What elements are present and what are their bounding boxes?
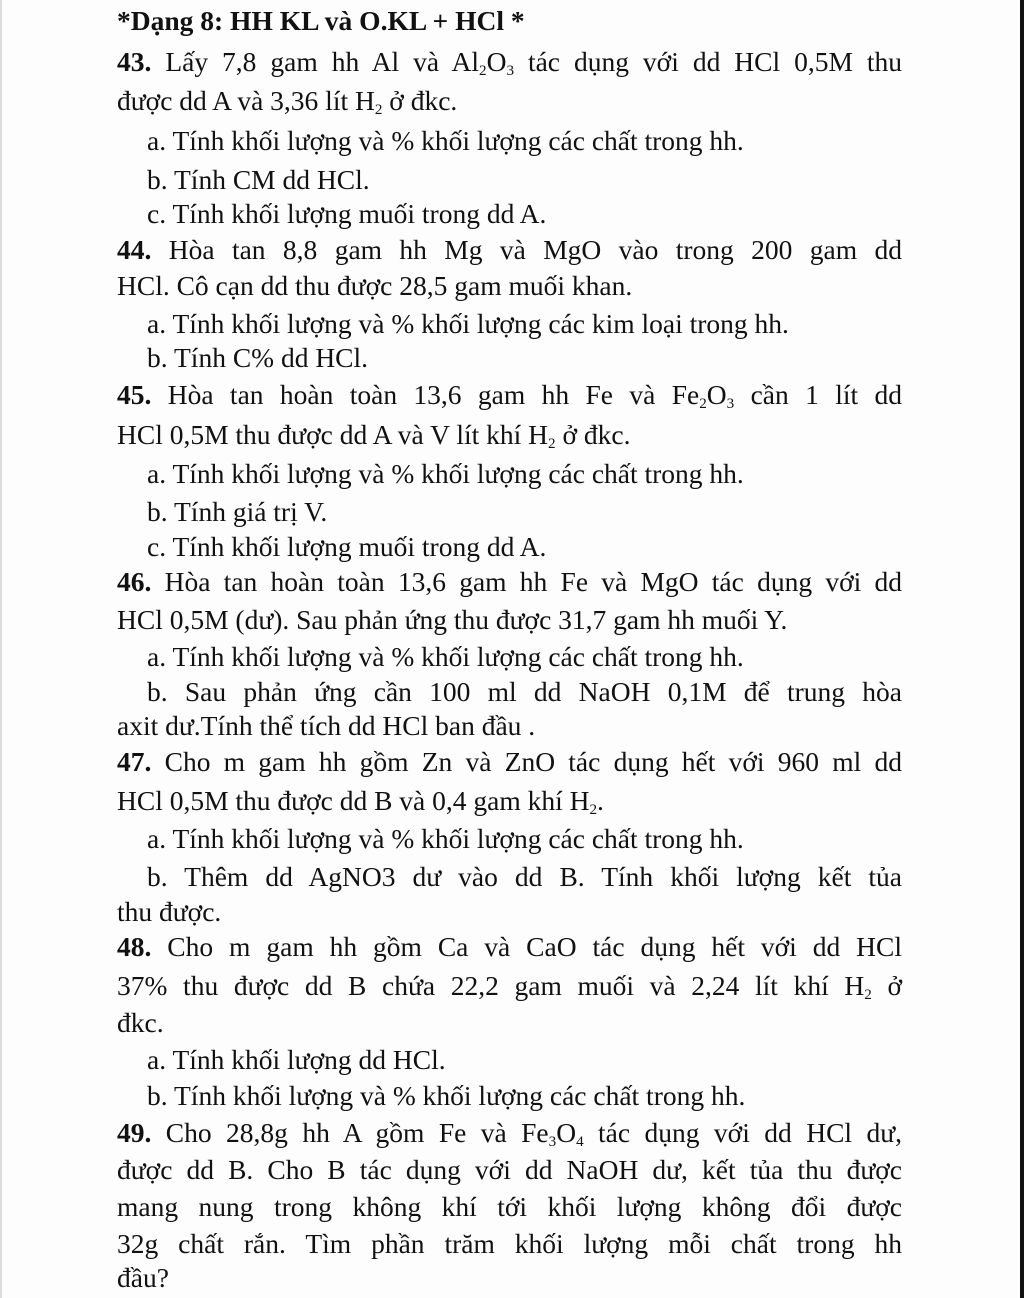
- problem-49-line-1: 49. Cho 28,8g hh A gồm Fe và $Fe_3O_4$ tác dụng với dd HCl dư,: [117, 1117, 902, 1150]
- page-title: *Dạng 8: HH KL và O.KL + HCl *: [117, 5, 525, 36]
- problem-47-continuation: thu được.: [117, 896, 222, 927]
- problem-48-part-b: b. Tính khối lượng và % khối lượng các chất trong hh.: [147, 1080, 746, 1111]
- problem-43-part-a: a. Tính khối lượng và % khối lượng các chất trong hh.: [147, 125, 744, 156]
- problem-43-part-c: c. Tính khối lượng muối trong dd A.: [147, 198, 547, 229]
- problem-number: 49.: [117, 1117, 152, 1148]
- problem-45-line-1: 45. Hòa tan hoàn toàn 13,6 gam hh Fe và $Fe_2O_3$ cần 1 lít dd: [117, 379, 903, 412]
- problem-49-line-4: 32g chất rắn. Tìm phần trăm khối lượng mỗi chất trong hh: [117, 1228, 902, 1259]
- problem-48-line-1: 48. Cho m gam hh gồm Ca và CaO tác dụng hết với dd HCl: [117, 931, 902, 962]
- problem-48-line-3: đkc.: [117, 1007, 164, 1038]
- problem-number: 44.: [117, 234, 152, 265]
- problem-45-line-2: HCl 0,5M thu được dd A và V lít khí $H_2$ ở đkc.: [117, 419, 631, 452]
- problem-49-line-2: được dd B. Cho B tác dụng với dd NaOH dư, kết tủa thu được: [117, 1154, 902, 1185]
- problem-43-line-2: được dd A và 3,36 lít $H_2$ ở đkc.: [117, 85, 458, 118]
- problem-49-line-3: mang nung trong không khí tới khối lượng không đổi được: [117, 1191, 902, 1222]
- problem-number: 43.: [117, 46, 152, 77]
- problem-47-part-b: b. Thêm dd AgNO3 dư vào dd B. Tính khối lượng kết tủa: [147, 861, 902, 892]
- problem-43-part-b: b. Tính CM dd HCl.: [147, 164, 370, 195]
- problem-number: 48.: [117, 931, 152, 962]
- problem-number: 46.: [117, 566, 152, 597]
- problem-47-line-1: 47. Cho m gam hh gồm Zn và ZnO tác dụng hết với 960 ml dd: [117, 746, 903, 777]
- problem-49-line-5: đầu?: [117, 1262, 169, 1293]
- problem-46-part-a: a. Tính khối lượng và % khối lượng các chất trong hh.: [147, 641, 744, 672]
- problem-47-line-2: HCl 0,5M thu được dd B và 0,4 gam khí $H_2$.: [117, 785, 604, 818]
- problem-43-line-1: 43. Lấy 7,8 gam hh Al và $Al_2O_3$ tác dụng với dd HCl 0,5M thu: [117, 46, 903, 79]
- problem-48-line-2: 37% thu được dd B chứa 22,2 gam muối và 2,24 lít khí $H_2$ ở: [117, 970, 902, 1003]
- problem-46-continuation: axit dư.Tính thể tích dd HCl ban đầu .: [117, 710, 536, 741]
- problem-44-part-a: a. Tính khối lượng và % khối lượng các kim loại trong hh.: [147, 308, 789, 339]
- problem-45-part-c: c. Tính khối lượng muối trong dd A.: [147, 531, 547, 562]
- problem-46-part-b: b. Sau phản ứng cần 100 ml dd NaOH 0,1M để trung hòa: [147, 676, 902, 707]
- problem-45-part-b: b. Tính giá trị V.: [147, 496, 328, 527]
- problem-44-line-2: HCl. Cô cạn dd thu được 28,5 gam muối khan.: [117, 270, 633, 301]
- problem-number: 45.: [117, 379, 152, 410]
- problem-46-line-1: 46. Hòa tan hoàn toàn 13,6 gam hh Fe và MgO tác dụng với dd: [117, 566, 903, 597]
- problem-46-line-2: HCl 0,5M (dư). Sau phản ứng thu được 31,7 gam hh muối Y.: [117, 604, 788, 635]
- problem-48-part-a: a. Tính khối lượng dd HCl.: [147, 1044, 446, 1075]
- problem-47-part-a: a. Tính khối lượng và % khối lượng các chất trong hh.: [147, 823, 744, 854]
- problem-44-part-b: b. Tính C% dd HCl.: [147, 342, 369, 373]
- problem-45-part-a: a. Tính khối lượng và % khối lượng các chất trong hh.: [147, 458, 744, 489]
- problem-44-line-1: 44. Hòa tan 8,8 gam hh Mg và MgO vào trong 200 gam dd: [117, 234, 903, 265]
- problem-number: 47.: [117, 746, 152, 777]
